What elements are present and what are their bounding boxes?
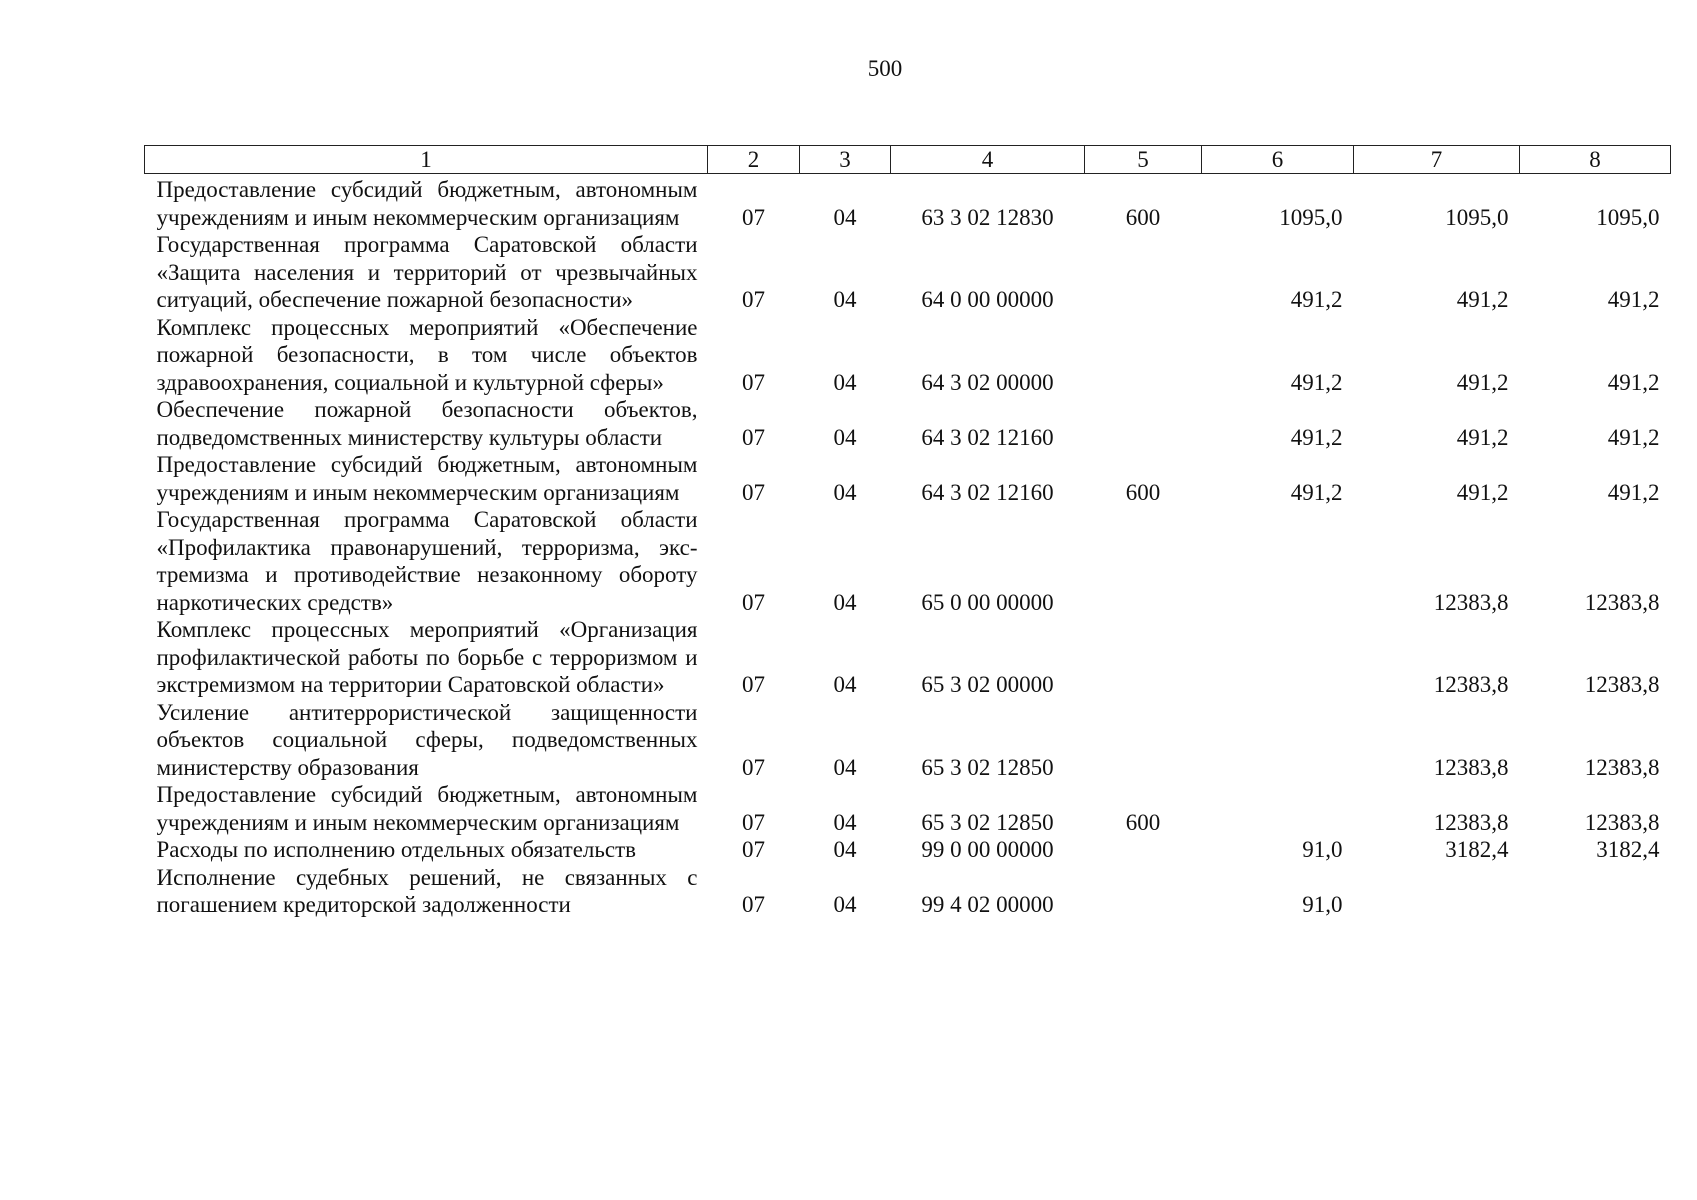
row-amount-2: 3182,4 [1445,837,1509,862]
row-amount-2: 12383,8 [1433,672,1509,697]
row-description: Комплекс процессных мероприятий «Обеспечение пожарной безопасности, в том числе объектов здравоохранения, социальной и культурной сферы» [156,314,698,395]
row-expense-type [1085,231,1202,314]
row-amount-2: 12383,8 [1433,754,1509,780]
row-subsection: 04 [833,369,857,395]
row-target-article: 65 0 00 00000 [921,589,1054,615]
row-section: 07 [742,369,765,395]
row-section: 07 [742,837,765,862]
row-subsection: 04 [833,589,857,615]
row-description: Исполнение судебных решений, не связанных с погашением кредиторской задолженности [156,864,698,917]
row-expense-type [1085,836,1202,864]
row-section: 07 [742,672,765,697]
row-subsection: 04 [833,754,857,780]
row-description: Государственная программа Саратовской области «Профилактика правонарушений, терроризма, экстремизма и противодействие незаконному обороту наркотических средств» [156,507,698,615]
column-header: 6 [1202,146,1354,174]
row-amount-3: 12383,8 [1584,754,1660,780]
row-amount-2: 12383,8 [1433,809,1509,835]
table-row [145,314,1671,397]
row-subsection: 04 [833,479,857,505]
row-target-article: 64 3 02 12160 [921,424,1054,450]
row-subsection: 04 [833,892,857,917]
column-header: 8 [1520,146,1671,174]
column-header: 2 [708,146,800,174]
row-amount-1: 491,2 [1290,479,1343,505]
table-body [145,174,1671,919]
row-amount-2: 491,2 [1456,369,1509,395]
row-amount-1 [1202,699,1354,782]
row-section: 07 [742,892,765,917]
row-section: 07 [742,204,765,230]
row-description: Расходы по исполнению отдельных обязательств [156,837,636,862]
row-amount-2: 491,2 [1456,424,1509,450]
row-section: 07 [742,479,765,505]
row-amount-3: 491,2 [1607,479,1660,505]
row-description: Предоставление субсидий бюджетным, автономным учреждениям и иным некоммерческим организациям [156,177,698,230]
row-amount-3: 491,2 [1607,369,1660,395]
table-row [145,396,1671,451]
row-section: 07 [742,809,765,835]
row-section: 07 [742,754,765,780]
column-header: 5 [1085,146,1202,174]
row-amount-3: 12383,8 [1584,589,1660,615]
row-amount-1 [1202,506,1354,616]
table-row [145,506,1671,616]
row-target-article: 65 3 02 12850 [921,809,1054,835]
row-subsection: 04 [833,809,857,835]
row-amount-1: 1095,0 [1279,204,1343,230]
row-section: 07 [742,589,765,615]
table-row [145,699,1671,782]
row-amount-3 [1520,864,1671,919]
row-expense-type: 600 [1125,204,1161,230]
row-description: Предоставление субсидий бюджетным, автономным учреждениям и иным некоммерческим организациям [156,452,698,505]
row-description: Обеспечение пожарной безопасности объектов, подведомственных министерству культуры области [156,397,698,450]
row-amount-3: 12383,8 [1584,809,1660,835]
row-subsection: 04 [833,672,857,697]
row-target-article: 64 3 02 00000 [921,369,1054,395]
row-amount-2 [1354,864,1520,919]
table-row [145,781,1671,836]
row-target-article: 65 3 02 00000 [921,672,1054,697]
row-amount-3: 491,2 [1607,424,1660,450]
row-subsection: 04 [833,424,857,450]
table-row [145,864,1671,919]
row-expense-type: 600 [1125,479,1161,505]
table-row [145,616,1671,699]
row-subsection: 04 [833,287,857,312]
row-target-article: 99 4 02 00000 [921,892,1054,917]
row-expense-type [1085,616,1202,699]
row-target-article: 99 0 00 00000 [921,837,1054,862]
row-expense-type [1085,506,1202,616]
row-amount-3: 491,2 [1607,287,1660,312]
header-row [145,146,1671,174]
row-target-article: 63 3 02 12830 [921,204,1054,230]
row-amount-1: 91,0 [1302,892,1343,917]
column-header: 7 [1354,146,1520,174]
row-section: 07 [742,424,765,450]
budget-table [144,145,1671,919]
row-subsection: 04 [833,204,857,230]
row-expense-type: 600 [1125,809,1161,835]
page-number: 500 [867,56,903,81]
row-expense-type [1085,699,1202,782]
row-amount-2: 1095,0 [1445,204,1509,230]
row-amount-3: 1095,0 [1596,204,1660,230]
row-amount-2: 491,2 [1456,479,1509,505]
row-expense-type [1085,864,1202,919]
row-amount-1: 491,2 [1290,287,1343,312]
table-row [145,836,1671,864]
row-subsection: 04 [833,837,857,862]
row-expense-type [1085,396,1202,451]
table-row [145,174,1671,232]
row-description: Усиление антитеррористической защищенности объектов социальной сферы, подведомственных министерству образования [156,699,698,780]
row-description: Государственная программа Саратовской области «Защита населения и территорий от чрезвычайных ситуаций, обеспечение пожарной безопасности» [156,232,698,312]
row-amount-1 [1202,781,1354,836]
row-amount-2: 491,2 [1456,287,1509,312]
row-target-article: 65 3 02 12850 [921,754,1054,780]
row-description: Предоставление субсидий бюджетным, автономным учреждениям и иным некоммерческим организациям [156,782,698,835]
column-header: 3 [800,146,891,174]
row-amount-1: 491,2 [1290,424,1343,450]
row-target-article: 64 3 02 12160 [921,479,1054,505]
row-description: Комплекс процессных мероприятий «Организация профилактической работы по борьбе с терроризмом и экстремизмом на территории Саратовской области» [156,617,698,697]
row-amount-1 [1202,616,1354,699]
table-row [145,451,1671,506]
row-amount-3: 12383,8 [1584,672,1660,697]
column-header: 4 [891,146,1085,174]
row-section: 07 [742,287,765,312]
table-row [145,231,1671,314]
row-expense-type [1085,314,1202,397]
row-amount-2: 12383,8 [1433,589,1509,615]
row-amount-1: 91,0 [1302,837,1343,862]
row-target-article: 64 0 00 00000 [921,287,1054,312]
row-amount-3: 3182,4 [1596,837,1660,862]
column-header: 1 [145,146,708,174]
row-amount-1: 491,2 [1290,369,1343,395]
